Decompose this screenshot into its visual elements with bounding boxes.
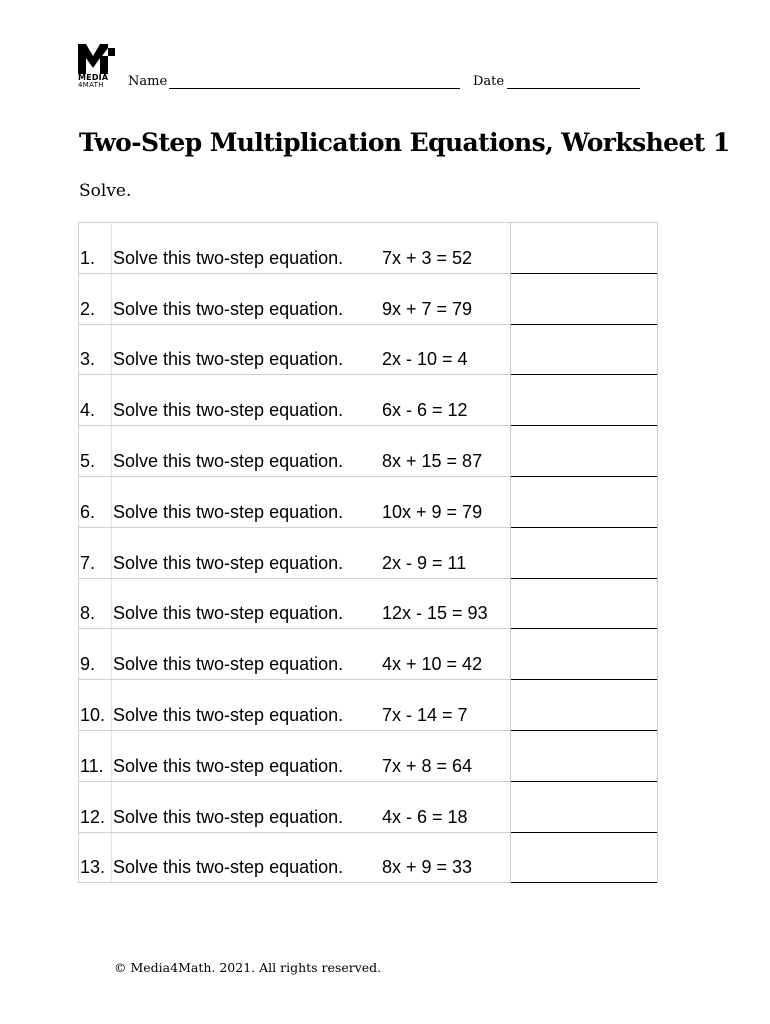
problem-row bbox=[79, 375, 657, 426]
date-label: Date bbox=[473, 74, 505, 89]
answer-blank[interactable] bbox=[510, 579, 657, 629]
column-divider bbox=[111, 629, 112, 679]
m4-logo-mark-icon bbox=[78, 44, 116, 74]
problem-prompt: Solve this two-step equation. bbox=[113, 349, 344, 370]
column-divider bbox=[111, 528, 112, 578]
problem-row bbox=[79, 629, 657, 680]
problem-equation: 10x + 9 = 79 bbox=[382, 501, 483, 522]
worksheet-title: Two-Step Multiplication Equations, Worksheet 1 bbox=[79, 128, 730, 157]
column-divider bbox=[111, 782, 112, 832]
problem-number: 9. bbox=[80, 654, 96, 675]
problem-prompt: Solve this two-step equation. bbox=[113, 603, 344, 624]
answer-blank[interactable] bbox=[510, 274, 657, 324]
problem-prompt: Solve this two-step equation. bbox=[113, 704, 344, 725]
problem-number: 11. bbox=[80, 755, 104, 776]
problem-equation: 7x + 8 = 64 bbox=[382, 755, 473, 776]
answer-blank[interactable] bbox=[510, 477, 657, 527]
problem-number: 12. bbox=[80, 806, 106, 827]
name-field-line[interactable] bbox=[169, 88, 460, 89]
problem-equation: 6x - 6 = 12 bbox=[382, 400, 468, 421]
problem-number: 4. bbox=[80, 400, 96, 421]
problem-prompt: Solve this two-step equation. bbox=[113, 247, 344, 268]
problem-row bbox=[79, 325, 657, 376]
problem-number: 2. bbox=[80, 298, 96, 319]
column-divider bbox=[111, 325, 112, 375]
logo-text-media: MEDIA bbox=[78, 73, 109, 82]
problem-equation: 12x - 15 = 93 bbox=[382, 603, 488, 624]
copyright-footer: © Media4Math. 2021. All rights reserved. bbox=[114, 960, 382, 975]
column-divider bbox=[111, 680, 112, 730]
date-field-line[interactable] bbox=[507, 88, 640, 89]
problem-prompt: Solve this two-step equation. bbox=[113, 552, 344, 573]
problem-row bbox=[79, 477, 657, 528]
media4math-logo bbox=[78, 44, 118, 90]
column-divider bbox=[111, 274, 112, 324]
column-divider bbox=[111, 426, 112, 476]
problem-prompt: Solve this two-step equation. bbox=[113, 755, 344, 776]
problems-table bbox=[78, 222, 658, 883]
answer-blank[interactable] bbox=[510, 731, 657, 781]
column-divider bbox=[111, 375, 112, 425]
problem-equation: 8x + 15 = 87 bbox=[382, 450, 483, 471]
problem-equation: 9x + 7 = 79 bbox=[382, 298, 473, 319]
column-divider bbox=[111, 477, 112, 527]
logo-text-4math: 4MATH bbox=[78, 81, 104, 89]
problem-equation: 8x + 9 = 33 bbox=[382, 857, 473, 878]
problem-number: 6. bbox=[80, 501, 96, 522]
answer-blank[interactable] bbox=[510, 782, 657, 832]
problem-row bbox=[79, 223, 657, 274]
answer-blank[interactable] bbox=[510, 426, 657, 476]
problem-prompt: Solve this two-step equation. bbox=[113, 806, 344, 827]
problem-equation: 4x - 6 = 18 bbox=[382, 806, 468, 827]
problem-prompt: Solve this two-step equation. bbox=[113, 400, 344, 421]
answer-blank[interactable] bbox=[510, 629, 657, 679]
answer-blank[interactable] bbox=[510, 375, 657, 425]
problem-equation: 2x - 9 = 11 bbox=[382, 552, 467, 573]
problem-prompt: Solve this two-step equation. bbox=[113, 450, 344, 471]
answer-blank[interactable] bbox=[510, 833, 657, 883]
name-label: Name bbox=[128, 74, 168, 89]
answer-blank[interactable] bbox=[510, 528, 657, 578]
problem-row bbox=[79, 579, 657, 630]
column-divider bbox=[111, 223, 112, 273]
column-divider bbox=[111, 731, 112, 781]
problem-prompt: Solve this two-step equation. bbox=[113, 298, 344, 319]
answer-blank[interactable] bbox=[510, 223, 657, 273]
problem-equation: 2x - 10 = 4 bbox=[382, 349, 468, 370]
column-divider bbox=[111, 833, 112, 883]
problem-row bbox=[79, 274, 657, 325]
problem-number: 10. bbox=[80, 704, 106, 725]
problem-row bbox=[79, 782, 657, 833]
problem-prompt: Solve this two-step equation. bbox=[113, 654, 344, 675]
column-divider bbox=[111, 579, 112, 629]
problem-row bbox=[79, 731, 657, 782]
answer-blank[interactable] bbox=[510, 325, 657, 375]
problem-row bbox=[79, 528, 657, 579]
problem-equation: 4x + 10 = 42 bbox=[382, 654, 483, 675]
problem-prompt: Solve this two-step equation. bbox=[113, 501, 344, 522]
problem-row bbox=[79, 426, 657, 477]
problem-equation: 7x + 3 = 52 bbox=[382, 247, 473, 268]
problem-number: 5. bbox=[80, 450, 96, 471]
answer-blank[interactable] bbox=[510, 680, 657, 730]
problem-number: 1. bbox=[80, 247, 96, 268]
problem-number: 8. bbox=[80, 603, 96, 624]
problem-number: 7. bbox=[80, 552, 96, 573]
problem-number: 3. bbox=[80, 349, 96, 370]
problem-equation: 7x - 14 = 7 bbox=[382, 704, 468, 725]
problem-prompt: Solve this two-step equation. bbox=[113, 857, 344, 878]
problem-number: 13. bbox=[80, 857, 106, 878]
problem-row bbox=[79, 680, 657, 731]
problem-row bbox=[79, 833, 657, 884]
instructions: Solve. bbox=[79, 181, 132, 201]
